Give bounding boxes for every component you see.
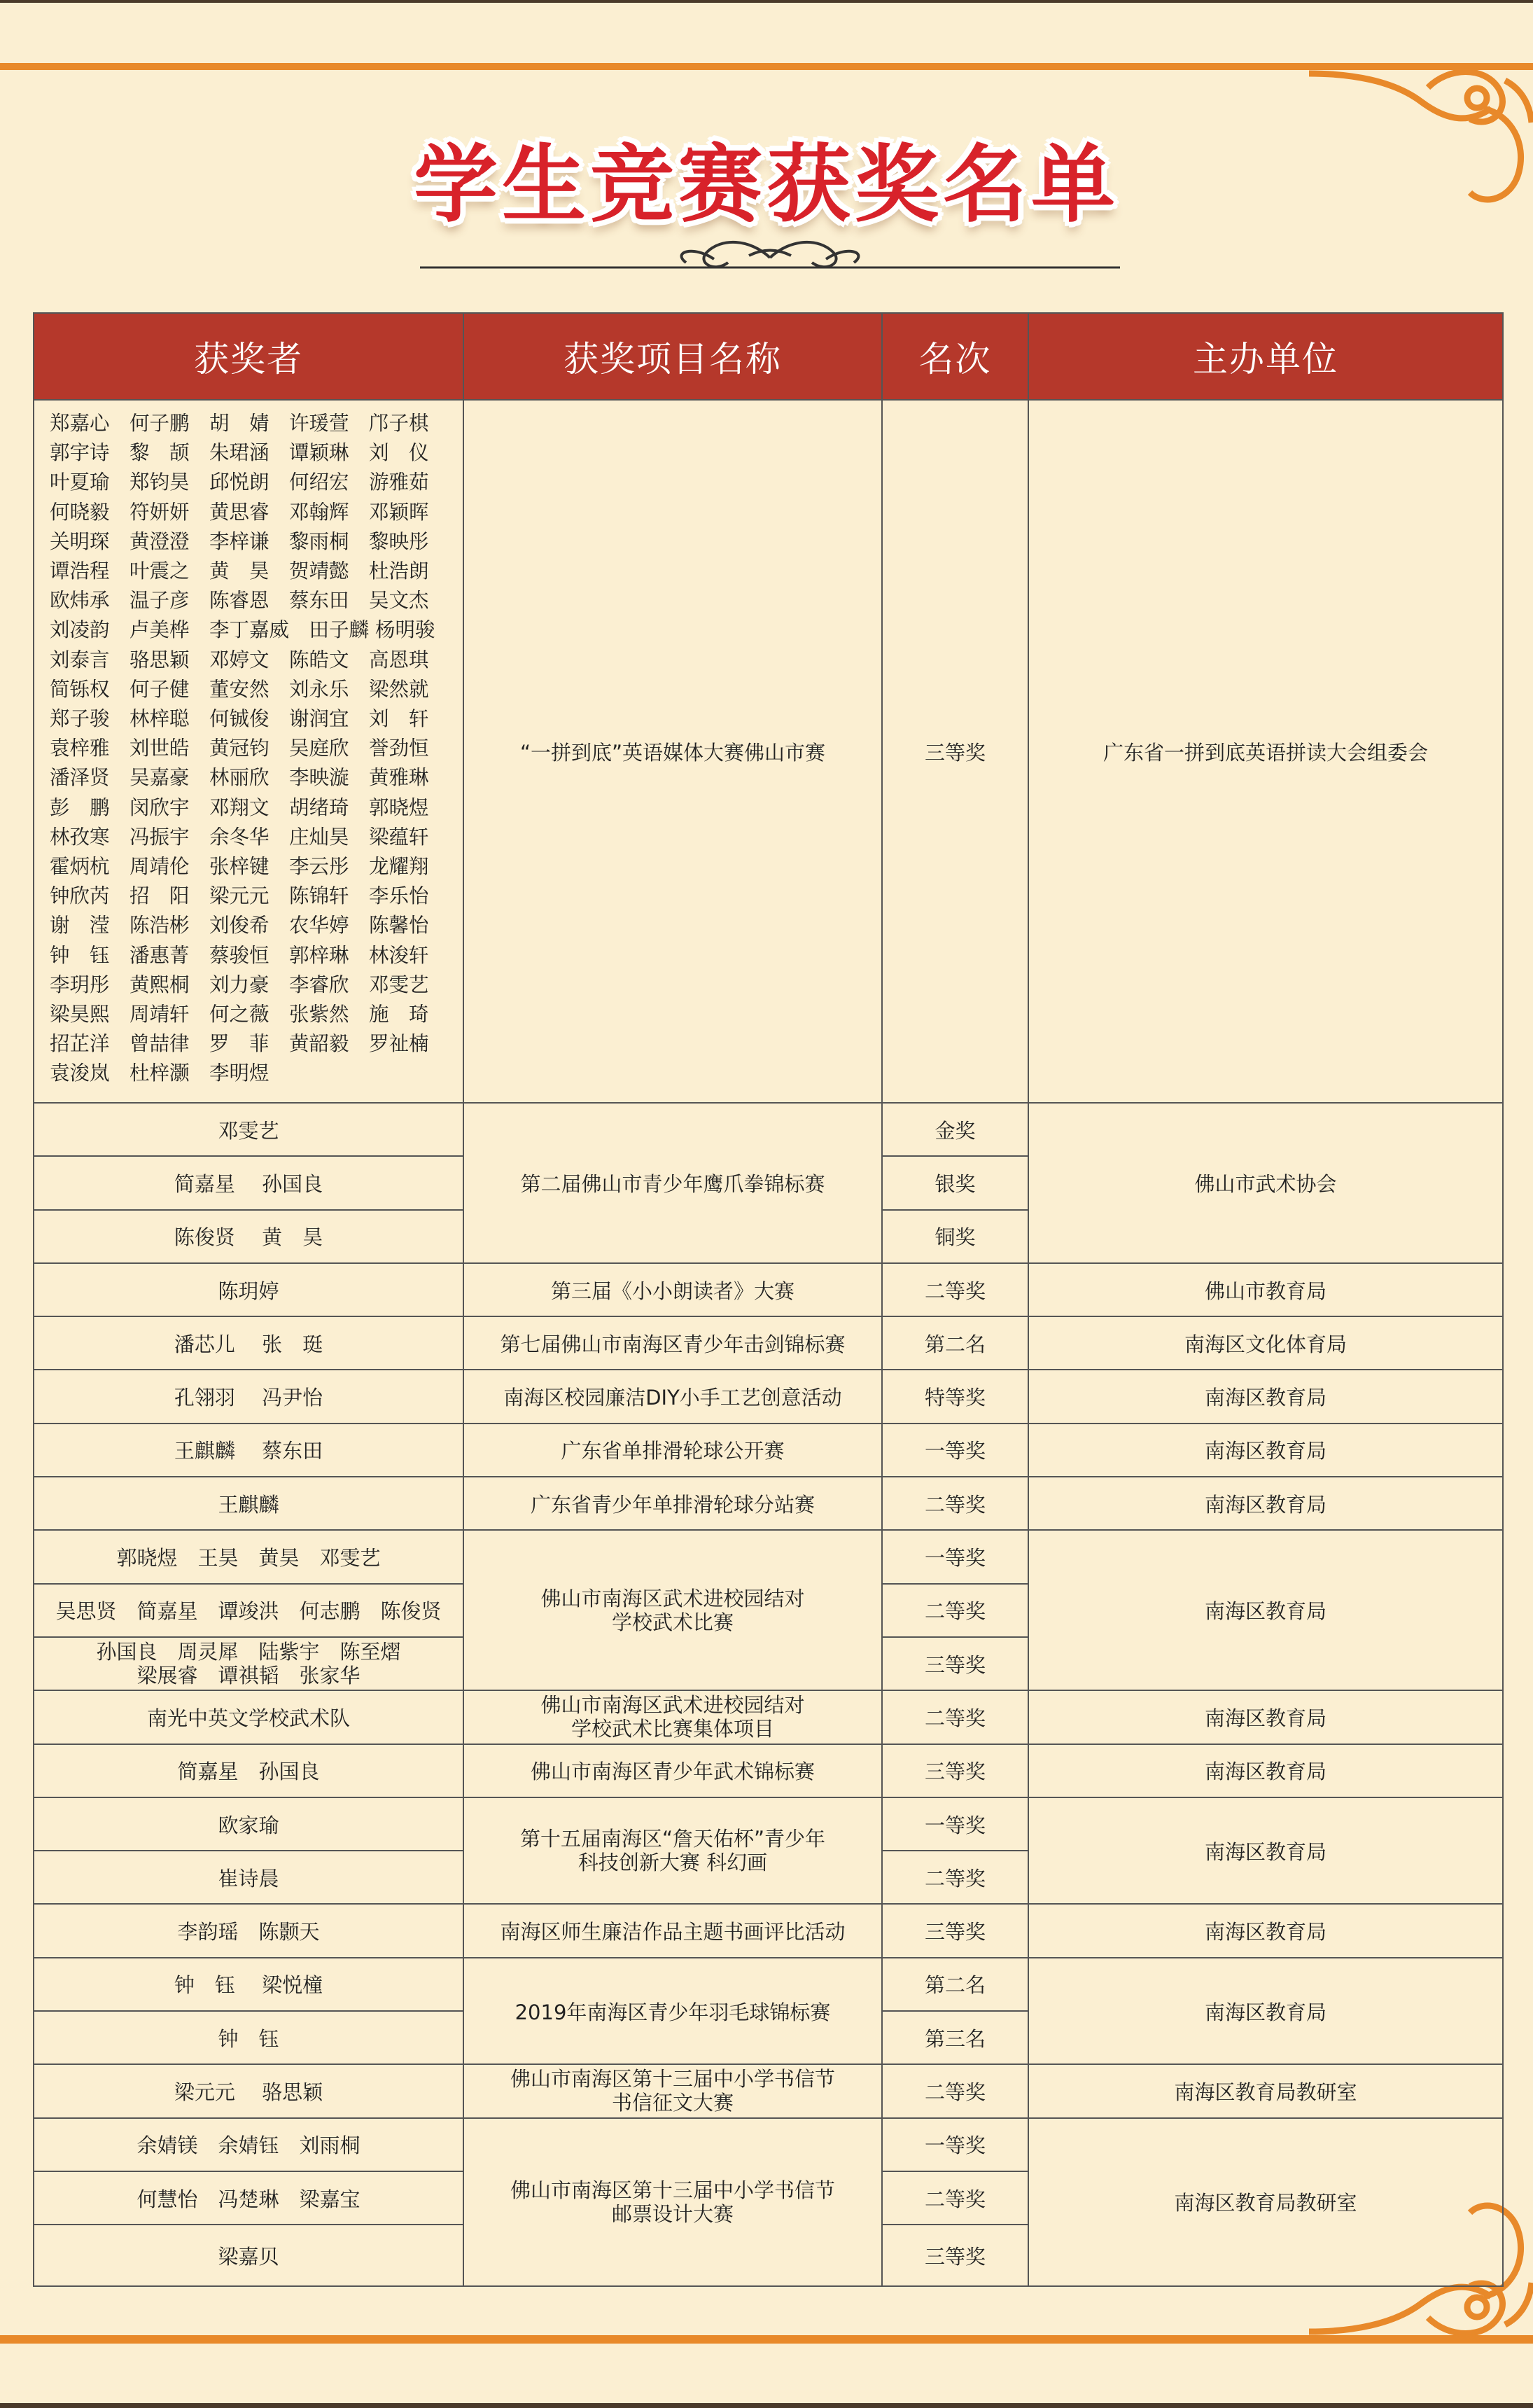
rank-cell: 第二名 — [882, 1958, 1028, 2011]
winner-cell — [34, 1637, 463, 1690]
winner-cell: 潘芯儿 张 珽 — [34, 1316, 463, 1370]
project-cell: 佛山市南海区青少年武术锦标赛 — [463, 1744, 882, 1797]
organizer-cell: 南海区教育局 — [1028, 1744, 1503, 1797]
table-row — [34, 1370, 1503, 1423]
winner-cell: 钟 钰 梁悦橦 — [34, 1958, 463, 2011]
organizer-cell: 广东省一拼到底英语拼读大会组委会 — [1028, 400, 1503, 1103]
name-line: 彭 鹏 闵欣宇 邓翔文 胡绪琦 郭晓煜 — [50, 795, 429, 819]
rank-cell: 二等奖 — [882, 2064, 1028, 2117]
rank-cell: 一等奖 — [882, 1797, 1028, 1851]
table-row — [34, 1958, 1503, 2011]
winner-cell: 陈玥婷 — [34, 1263, 463, 1316]
winner-line: 梁展睿 谭祺韬 张家华 — [136, 1664, 360, 1688]
awards-table — [33, 312, 1504, 2287]
organizer-cell: 南海区教育局 — [1028, 1904, 1503, 1957]
header-project: 获奖项目名称 — [463, 313, 882, 400]
project-line: 学校武术比赛 — [611, 1610, 734, 1634]
name-line: 霍炳杭 周靖伦 张梓键 李云彤 龙耀翔 — [50, 855, 429, 879]
name-line: 梁昊熙 周靖轩 何之薇 张紫然 施 琦 — [50, 1003, 429, 1026]
winner-cell: 钟 钰 — [34, 2011, 463, 2064]
table-row — [34, 2118, 1503, 2171]
project-cell: 第二届佛山市青少年鹰爪拳锦标赛 — [463, 1103, 882, 1263]
winner-cell: 王麒麟 — [34, 1477, 463, 1530]
winner-cell: 何慧怡 冯楚琳 梁嘉宝 — [34, 2171, 463, 2225]
rank-cell: 三等奖 — [882, 400, 1028, 1103]
rank-cell: 三等奖 — [882, 2225, 1028, 2286]
project-line: 书信征文大赛 — [611, 2091, 734, 2115]
winner-cell: 简嘉星 孙国良 — [34, 1156, 463, 1209]
table-row — [34, 1477, 1503, 1530]
name-line: 刘泰言 骆思颖 邓婷文 陈皓文 高恩琪 — [50, 648, 429, 671]
organizer-cell: 南海区教育局 — [1028, 1530, 1503, 1690]
project-cell — [463, 2118, 882, 2287]
winner-cell: 欧家瑜 — [34, 1797, 463, 1851]
organizer-cell: 南海区文化体育局 — [1028, 1316, 1503, 1370]
name-line: 刘凌韵 卢美桦 李丁嘉威 田子麟 杨明骏 — [50, 618, 435, 642]
table-row — [34, 1797, 1503, 1851]
winner-cell: 简嘉星 孙国良 — [34, 1744, 463, 1797]
rank-cell: 第三名 — [882, 2011, 1028, 2064]
winner-cell: 余婧镁 余婧钰 刘雨桐 — [34, 2118, 463, 2171]
rank-cell: 三等奖 — [882, 1904, 1028, 1957]
rank-cell: 二等奖 — [882, 1690, 1028, 1744]
name-line: 何晓毅 符妍妍 黄思睿 邓翰辉 邓颖晖 — [50, 500, 429, 524]
name-line: 郭宇诗 黎 颉 朱珺涵 谭颖琳 刘 仪 — [50, 441, 429, 465]
name-line: 郑嘉心 何子鹏 胡 婧 许瑗萱 邝子棋 — [50, 412, 429, 435]
organizer-cell: 佛山市武术协会 — [1028, 1103, 1503, 1263]
table-row — [34, 1424, 1503, 1477]
organizer-cell: 南海区教育局教研室 — [1028, 2064, 1503, 2117]
rank-cell: 二等奖 — [882, 1584, 1028, 1637]
project-cell — [463, 1690, 882, 1744]
project-cell — [463, 1797, 882, 1905]
table-row — [34, 400, 1503, 1103]
rank-cell: 二等奖 — [882, 2171, 1028, 2225]
winner-cell: 南光中英文学校武术队 — [34, 1690, 463, 1744]
winner-cell: 邓雯艺 — [34, 1103, 463, 1156]
organizer-cell: 南海区教育局 — [1028, 1958, 1503, 2065]
project-cell: 广东省青少年单排滑轮球分站赛 — [463, 1477, 882, 1530]
rank-cell: 金奖 — [882, 1103, 1028, 1156]
name-line: 谭浩程 叶震之 黄 昊 贺靖懿 杜浩朗 — [50, 559, 429, 583]
project-line: 佛山市南海区第十三届中小学书信节 — [510, 2178, 835, 2202]
rank-cell: 一等奖 — [882, 1424, 1028, 1477]
project-cell: 南海区师生廉洁作品主题书画评比活动 — [463, 1904, 882, 1957]
name-line: 欧炜承 温子彦 陈睿恩 蔡东田 吴文杰 — [50, 589, 429, 613]
bottom-frame-line — [0, 2403, 1533, 2408]
organizer-cell: 南海区教育局 — [1028, 1797, 1503, 1905]
rank-cell: 三等奖 — [882, 1637, 1028, 1690]
rank-cell: 铜奖 — [882, 1210, 1028, 1263]
organizer-cell: 南海区教育局 — [1028, 1477, 1503, 1530]
rank-cell: 特等奖 — [882, 1370, 1028, 1423]
header-organizer: 主办单位 — [1028, 313, 1503, 400]
project-cell: 南海区校园廉洁DIY小手工艺创意活动 — [463, 1370, 882, 1423]
name-line: 袁梓雅 刘世皓 黄冠钧 吴庭欣 誉劲恒 — [50, 737, 429, 760]
rank-cell: 一等奖 — [882, 1530, 1028, 1583]
table-row — [34, 1530, 1503, 1583]
rank-cell: 二等奖 — [882, 1477, 1028, 1530]
title-divider-ornament — [420, 231, 1120, 273]
project-line: 佛山市南海区武术进校园结对 — [540, 1586, 805, 1610]
winner-names-block — [34, 400, 463, 1103]
organizer-cell: 佛山市教育局 — [1028, 1263, 1503, 1316]
project-line: 第十五届南海区“詹天佑杯”青少年 — [519, 1827, 826, 1851]
table-row — [34, 1904, 1503, 1957]
organizer-cell: 南海区教育局 — [1028, 1370, 1503, 1423]
project-line: 邮票设计大赛 — [611, 2201, 734, 2226]
page-title: 学生竞赛获奖名单 — [414, 137, 1119, 234]
winner-cell: 吴思贤 简嘉星 谭竣洪 何志鹏 陈俊贤 — [34, 1584, 463, 1637]
header-winner: 获奖者 — [34, 313, 463, 400]
name-line: 袁浚岚 杜梓灏 李明煜 — [50, 1062, 270, 1085]
winner-cell: 孔翎羽 冯尹怡 — [34, 1370, 463, 1423]
table-row — [34, 1690, 1503, 1744]
name-line: 钟 钰 潘惠菁 蔡骏恒 郭梓琳 林浚轩 — [50, 943, 429, 967]
table-row — [34, 2064, 1503, 2117]
project-line: 科技创新大赛 科幻画 — [578, 1851, 768, 1875]
project-cell — [463, 1530, 882, 1690]
project-cell: “一拼到底”英语媒体大赛佛山市赛 — [463, 400, 882, 1103]
project-cell: 2019年南海区青少年羽毛球锦标赛 — [463, 1958, 882, 2065]
winner-cell: 梁嘉贝 — [34, 2225, 463, 2286]
winner-cell: 王麒麟 蔡东田 — [34, 1424, 463, 1477]
name-line: 钟欣芮 招 阳 梁元元 陈锦轩 李乐怡 — [50, 884, 429, 908]
name-line: 林孜寒 冯振宇 余冬华 庄灿昊 梁蕴轩 — [50, 825, 429, 849]
rank-cell: 二等奖 — [882, 1263, 1028, 1316]
winner-cell: 梁元元 骆思颖 — [34, 2064, 463, 2117]
bottom-orange-band — [0, 2335, 1533, 2344]
name-line: 郑子骏 林梓聪 何铖俊 谢润宜 刘 轩 — [50, 707, 429, 731]
rank-cell: 银奖 — [882, 1156, 1028, 1209]
rank-cell: 二等奖 — [882, 1851, 1028, 1904]
name-line: 关明琛 黄澄澄 李梓谦 黎雨桐 黎映彤 — [50, 529, 429, 553]
winner-line: 孙国良 周灵犀 陆紫宇 陈至熠 — [96, 1640, 401, 1664]
winner-cell: 郭晓煜 王昊 黄昊 邓雯艺 — [34, 1530, 463, 1583]
table-row — [34, 1744, 1503, 1797]
rank-cell: 第二名 — [882, 1316, 1028, 1370]
top-orange-band — [0, 63, 1533, 70]
project-cell: 第七届佛山市南海区青少年击剑锦标赛 — [463, 1316, 882, 1370]
organizer-cell: 南海区教育局 — [1028, 1690, 1503, 1744]
project-line: 学校武术比赛集体项目 — [570, 1717, 774, 1741]
rank-cell: 三等奖 — [882, 1744, 1028, 1797]
organizer-cell: 南海区教育局 — [1028, 1424, 1503, 1477]
name-line: 简铄权 何子健 董安然 刘永乐 梁然就 — [50, 677, 429, 701]
name-line: 谢 滢 陈浩彬 刘俊希 农华婷 陈馨怡 — [50, 914, 429, 938]
table-row — [34, 1263, 1503, 1316]
name-line: 叶夏瑜 郑钧昊 邱悦朗 何绍宏 游雅茹 — [50, 471, 429, 494]
name-line: 李玥彤 黄熙桐 刘力豪 李睿欣 邓雯艺 — [50, 973, 429, 996]
header-rank: 名次 — [882, 313, 1028, 400]
project-cell: 广东省单排滑轮球公开赛 — [463, 1424, 882, 1477]
organizer-cell: 南海区教育局教研室 — [1028, 2118, 1503, 2287]
table-row — [34, 1316, 1503, 1370]
rank-cell: 一等奖 — [882, 2118, 1028, 2171]
project-cell — [463, 2064, 882, 2117]
project-cell: 第三届《小小朗读者》大赛 — [463, 1263, 882, 1316]
name-line: 潘泽贤 吴嘉豪 林丽欣 李映漩 黄雅琳 — [50, 766, 429, 790]
winner-cell: 崔诗晨 — [34, 1851, 463, 1904]
project-line: 佛山市南海区武术进校园结对 — [540, 1693, 805, 1718]
project-line: 佛山市南海区第十三届中小学书信节 — [510, 2067, 835, 2092]
winner-cell: 陈俊贤 黄 昊 — [34, 1210, 463, 1263]
winner-cell: 李韵瑶 陈颢天 — [34, 1904, 463, 1957]
table-header-row — [34, 313, 1503, 400]
name-line: 招芷洋 曾喆律 罗 菲 黄韶毅 罗祉楠 — [50, 1032, 429, 1056]
top-frame-line — [0, 0, 1533, 3]
table-row — [34, 1103, 1503, 1156]
